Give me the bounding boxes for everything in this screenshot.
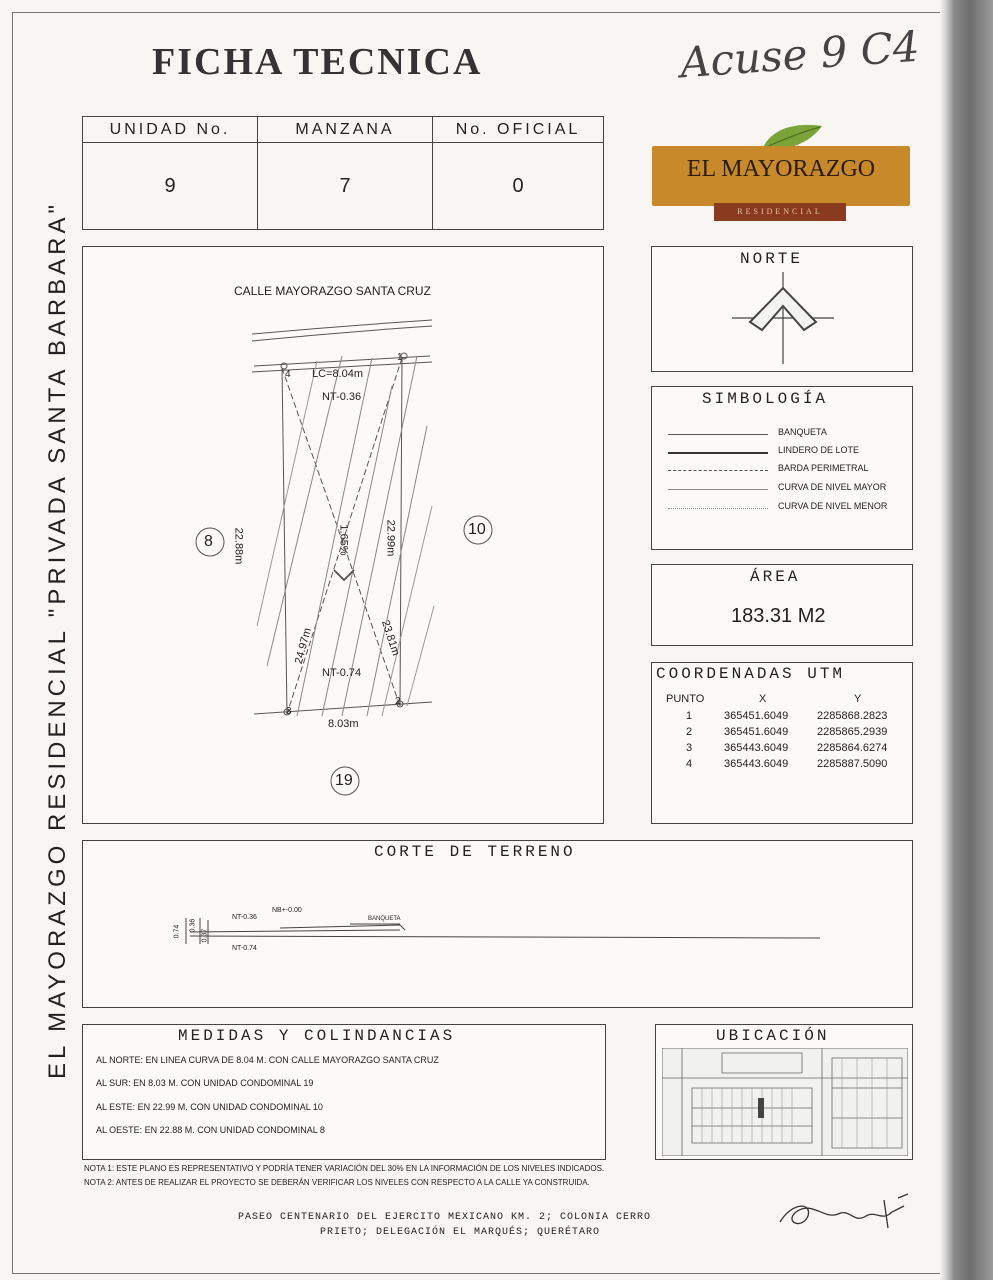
utm-cell: 2: [686, 726, 693, 738]
neighbor-bottom: 19: [335, 772, 353, 789]
utm-header-y: Y: [854, 693, 862, 705]
scan-shadow-edge: [940, 0, 993, 1280]
legend-label: CURVA DE NIVEL MENOR: [778, 501, 888, 511]
utm-cell: 1: [686, 710, 693, 722]
utm-cell: 365443.6049: [724, 742, 789, 754]
north-arrow-icon: [730, 270, 836, 366]
line-sample: [668, 508, 768, 509]
footer-line-2: PRIETO; DELEGACIÓN EL MARQUÉS; QUERÉTARO: [320, 1227, 601, 1238]
lc-label: LC=8.04m: [312, 368, 364, 380]
utm-row: [662, 758, 912, 773]
corner-1: 1: [397, 352, 403, 363]
nt-bottom-label: NT-0.74: [322, 667, 362, 679]
slope-label: 1.65%: [337, 524, 350, 556]
neighbor-left: 8: [204, 533, 213, 550]
col-oficial: No. OFICIAL: [433, 117, 604, 143]
handwritten-note: Acuse 9 C4: [678, 21, 922, 88]
corner-4: 4: [285, 369, 291, 380]
utm-header-row: [662, 693, 912, 708]
logo-sub: RESIDENCIAL: [737, 207, 823, 216]
col-manzana: MANZANA: [258, 117, 433, 143]
corner-2: 2: [395, 696, 401, 707]
utm-row: [662, 726, 912, 741]
logo-name: EL MAYORAZGO: [686, 156, 876, 182]
section-nb: NB+-0.00: [272, 907, 302, 914]
legend-item-curva-menor: [668, 500, 898, 518]
utm-row: [662, 710, 912, 725]
bottom-dim-label: 8.03m: [328, 718, 359, 730]
utm-cell: 365451.6049: [724, 710, 789, 722]
boundary-west: AL OESTE: EN 22.88 M. CON UNIDAD CONDOMINAL 8: [96, 1125, 325, 1135]
utm-cell: 2285865.2939: [817, 726, 888, 738]
left-dim-label: 22.88m: [232, 527, 245, 565]
corner-3: 3: [286, 706, 292, 717]
section-nt2: NT-0.74: [232, 945, 257, 952]
signature: [772, 1182, 922, 1240]
oficial-value: 0: [433, 143, 604, 230]
boundaries-title: MEDIDAS Y COLINDANCIAS: [178, 1027, 456, 1045]
utm-row: [662, 742, 912, 757]
section-drawing: [160, 900, 840, 960]
line-sample: [668, 470, 768, 471]
legend-title: SIMBOLOGÍA: [702, 390, 829, 408]
street-label: CALLE MAYORAZGO SANTA CRUZ: [234, 284, 431, 298]
unit-table: [82, 116, 604, 230]
right-dim-label: 22.99m: [384, 519, 397, 557]
section-v3: 0.37: [201, 928, 209, 943]
legend-item-curva-mayor: [668, 481, 898, 499]
location-map: [662, 1048, 908, 1156]
utm-cell: 2285887.5090: [817, 758, 888, 770]
line-sample: [668, 434, 768, 435]
boundary-north: AL NORTE: EN LINEA CURVA DE 8.04 M. CON CALLE MAYORAZGO SANTA CRUZ: [96, 1055, 439, 1065]
utm-cell: 2285868.2823: [817, 710, 888, 722]
note-1: NOTA 1: ESTE PLANO ES REPRESENTATIVO Y PODRÍA TENER VARIACIÓN DEL 30% EN LA INFORMACIÓN DE LOS NIVELES INDICADOS.: [84, 1164, 605, 1173]
manzana-value: 7: [258, 143, 433, 230]
main-title: FICHA TECNICA: [152, 41, 483, 83]
area-title: ÁREA: [750, 568, 801, 586]
utm-header-punto: PUNTO: [666, 693, 705, 705]
utm-cell: 2285864.6274: [817, 742, 888, 754]
section-v1: 0.74: [173, 924, 181, 939]
utm-header-x: X: [759, 693, 767, 705]
utm-cell: 365443.6049: [724, 758, 789, 770]
neighbor-right: 10: [468, 521, 486, 538]
utm-cell: 365451.6049: [724, 726, 789, 738]
diag2-label: 23.81m: [378, 618, 402, 658]
utm-title: COORDENADAS UTM: [656, 665, 846, 683]
legend-label: BARDA PERIMETRAL: [778, 463, 869, 473]
line-sample: [668, 489, 768, 490]
boundary-east: AL ESTE: EN 22.99 M. CON UNIDAD CONDOMINAL 10: [96, 1102, 323, 1112]
unidad-value: 9: [83, 143, 258, 230]
utm-cell: 4: [686, 758, 693, 770]
col-unidad: UNIDAD No.: [83, 117, 258, 143]
section-title: CORTE DE TERRENO: [374, 843, 576, 861]
nt-top-label: NT-0.36: [322, 391, 362, 403]
diag1-label: 24.97m: [292, 626, 314, 666]
location-title: UBICACIÓN: [716, 1027, 830, 1045]
line-sample: [668, 452, 768, 454]
boundary-south: AL SUR: EN 8.03 M. CON UNIDAD CONDOMINAL 19: [96, 1078, 314, 1088]
section-v2: 0.36: [189, 918, 197, 933]
section-nt1: NT-0.36: [232, 914, 257, 921]
legend-label: BANQUETA: [778, 427, 827, 437]
legend-label: CURVA DE NIVEL MAYOR: [778, 482, 887, 492]
legend-item-lindero: [668, 444, 898, 462]
section-banqueta: BANQUETA: [368, 916, 401, 922]
note-2: NOTA 2: ANTES DE REALIZAR EL PROYECTO SE DEBERÁN VERIFICAR LOS NIVELES CON RESPECTO A LA CALLE YA CONSTRUIDA.: [84, 1178, 590, 1187]
logo: [652, 118, 912, 228]
footer-line-1: PASEO CENTENARIO DEL EJERCITO MEXICANO KM. 2; COLONIA CERRO: [238, 1212, 652, 1223]
vertical-title: EL MAYORAZGO RESIDENCIAL "PRIVADA SANTA BARBARA": [44, 200, 71, 1080]
area-value: 183.31 M2: [731, 605, 826, 627]
north-title: NORTE: [740, 250, 804, 268]
legend-item-banqueta: [668, 426, 898, 444]
legend-label: LINDERO DE LOTE: [778, 445, 860, 455]
legend-item-barda: [668, 462, 898, 480]
utm-cell: 3: [686, 742, 693, 754]
